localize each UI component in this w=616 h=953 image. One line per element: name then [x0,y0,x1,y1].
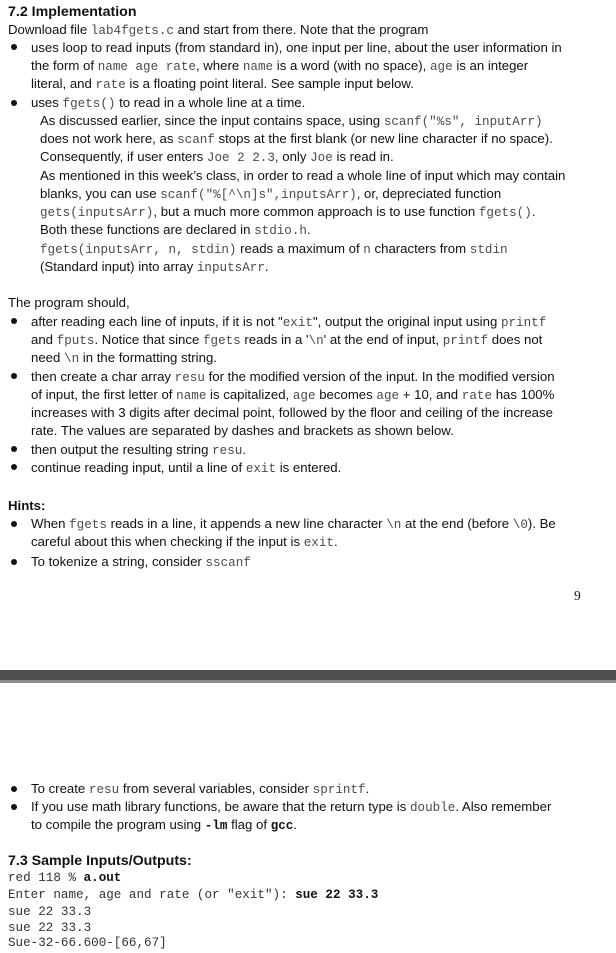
text-run: . [264,259,269,274]
bullet-line [31,349,217,368]
inline-code: stdin [469,243,508,257]
inline-code: n [363,243,371,257]
bullet-line [31,331,542,350]
inline-code: gets(inputsArr) [40,206,154,220]
inline-code: resu [88,783,120,797]
text-run: , but a much more common approach is to use function [153,204,479,219]
inline-code: double [409,801,456,815]
bullet-line [31,57,528,76]
text-run: at the end (before [401,516,513,531]
text-run: , where [195,58,243,73]
bullet-marker [11,804,17,810]
inline-code-bold: gcc [270,819,294,833]
inline-code: fgets() [478,206,532,220]
typed-input: sue 22 33.3 [295,888,379,902]
text-run: . [333,534,338,549]
indented-line [40,258,269,277]
text-run: after reading each line of inputs, if it is not " [31,314,283,329]
text-run: need [31,350,65,365]
text-run: reads a maximum of [236,241,364,256]
text-run: When [31,516,70,531]
text-run: blanks, you can use [40,186,161,201]
sample-heading: 7.3 Sample Inputs/Outputs: [8,853,192,869]
text-run: . [531,204,536,219]
inline-code: fgets [69,518,107,532]
inline-code: exit [282,316,313,330]
text-run: (Standard input) into array [40,259,197,274]
text-run: rate. The values are separated by dashes and brackets as shown below. [31,423,454,438]
text-run: the form of [31,58,98,73]
text-run: , only [274,149,311,164]
terminal-text: sue 22 33.3 [8,921,92,935]
inline-code: fgets(inputsArr, n, stdin) [40,243,237,257]
text-run: + 10, and [399,387,462,402]
text-run: . [306,222,311,237]
inline-code: age [292,389,316,403]
terminal-text: red 118 % [8,871,84,885]
bullet-line [31,459,341,478]
inline-code: fgets [202,334,241,348]
bullet-marker [11,44,17,50]
text-run: then output the resulting string [31,442,213,457]
text-run: To tokenize a string, consider [31,554,206,569]
bullet-line [31,313,546,332]
inline-code: sscanf [205,556,251,570]
inline-code: sprintf [312,783,366,797]
inline-code: age [429,60,453,74]
inline-code: Joe [310,151,333,165]
text-run: from several variables, consider [119,781,313,796]
text-run: of input, the first letter of [31,387,177,402]
sample-code-line [8,934,167,952]
inline-code: lab4fgets.c [90,24,174,38]
inline-code: stdio.h [254,224,307,238]
text-run: reads in a line, it appends a new line character [106,516,387,531]
text-run: Both these functions are declared in [40,222,255,237]
hint-line [31,515,556,534]
text-run: If you use math library functions, be aware that the return type is [31,799,410,814]
text-run: to compile the program using [31,817,205,832]
terminal-text: Sue-32-66.600-[66,67] [8,936,167,950]
inline-code: fgets() [62,97,116,111]
text-run: does not [488,332,543,347]
bullet-line [31,816,297,835]
intro-paragraph [8,21,428,40]
text-run: careful about this when checking if the input is [31,534,304,549]
inline-code: rate [461,389,493,403]
text-run: and start from there. Note that the program [173,22,429,37]
text-run: . Notice that since [94,332,203,347]
bullet-line [31,422,454,440]
inline-code: exit [303,536,334,550]
text-run: then create a char array [31,369,175,384]
indented-line [40,203,535,222]
text-run: . Also remember [455,799,552,814]
inline-code: inputsArr [196,261,265,275]
inline-code: resu [174,371,205,385]
inline-code: name age rate [97,60,196,74]
text-run: flag of [227,817,271,832]
text-run: for the modified version of the input. In the modified version [204,369,555,384]
indented-line [40,148,394,167]
section-heading: 7.2 Implementation [8,4,137,20]
indented-line [40,112,543,131]
inline-code: rate [95,78,126,92]
page-number: 9 [574,588,581,603]
inline-code: \0 [512,518,528,532]
text-run: becomes [315,387,377,402]
inline-code: \n [386,518,402,532]
text-run: is read in. [332,149,394,164]
sample-code-line [8,869,121,887]
text-run: To create [31,781,89,796]
text-run: . [293,817,298,832]
text-run: stops at the first blank (or new line character if no space). [214,131,553,146]
text-run: is a floating point literal. See sample input below. [125,76,414,91]
inline-code-bold: -lm [204,819,228,833]
hints-heading: Hints: [8,498,46,513]
indented-line [40,221,311,240]
text-run: literal, and [31,76,96,91]
inline-code: resu [212,444,243,458]
bullet-marker [11,318,17,324]
bullet-line [31,441,246,460]
text-run: in the formatting string. [79,350,217,365]
bullet-line [31,386,554,405]
bullet-line [31,39,562,57]
text-run: is an integer [452,58,529,73]
text-run: uses [31,95,63,110]
sample-code-line [8,886,378,904]
bullet-marker [11,521,17,527]
inline-code: scanf [177,133,215,147]
text-run: ", output the original input using [312,314,501,329]
bullet-marker [11,100,17,106]
text-run: As mentioned in this week’s class, in order to read a whole line of input which may contain [40,168,566,183]
hint-line [31,533,338,552]
text-run: does not work here, as [40,131,178,146]
hint-line [31,553,251,572]
text-run: . [365,781,370,796]
text-run: uses loop to read inputs (from standard in), one input per line, about the user information in [31,40,562,55]
text-run: characters from [370,241,470,256]
text-run: has 100% [492,387,555,402]
inline-code: fputs [56,334,95,348]
bullet-line [31,404,553,422]
text-run: Consequently, if user enters [40,149,207,164]
text-run: and [31,332,57,347]
typed-input: a.out [83,871,122,885]
indented-line [40,167,565,185]
inline-code: Joe 2 2.3 [206,151,275,165]
text-run: As discussed earlier, since the input contains space, using [40,113,384,128]
text-run: Download file [8,22,91,37]
inline-code: \n [308,334,324,348]
inline-code: exit [245,462,277,476]
bullet-line [31,798,551,817]
inline-code: \n [64,352,80,366]
bullet-marker [11,559,17,565]
inline-code: scanf("%s", inputArr) [383,115,543,129]
text-run: is capitalized, [206,387,293,402]
document-page-2 [0,683,616,953]
bullet-line [31,368,555,387]
text-run: increases with 3 digits after decimal point, followed by the floor and ceiling of the increase [31,405,553,420]
text-run: ). Be [527,516,556,531]
bullet-marker [11,446,17,452]
bullet-line [31,75,414,94]
inline-code: name [242,60,274,74]
indented-line [40,185,501,204]
program-should-text: The program should, [8,295,130,310]
text-run: . [242,442,246,457]
inline-code: printf [442,334,489,348]
terminal-text: sue 22 33.3 [8,905,92,919]
bullet-marker [11,786,17,792]
inline-code: scanf("%[^\n]s",inputsArr) [160,188,357,202]
text-run: ' at the end of input, [323,332,443,347]
text-run: is entered. [276,460,342,475]
text-run: reads in a ' [240,332,309,347]
inline-code: printf [500,316,547,330]
text-run: continue reading input, until a line of [31,460,246,475]
indented-line [40,130,553,149]
text-run: , or, depreciated function [356,186,502,201]
terminal-text: Enter name, age and rate (or "exit"): [8,888,296,902]
bullet-line [31,94,305,113]
text-run: is a word (with no space), [273,58,430,73]
bullet-line [31,780,369,799]
bullet-marker [11,464,17,470]
inline-code: name [176,389,207,403]
bullet-marker [11,373,17,379]
inline-code: age [376,389,400,403]
indented-line [40,240,508,259]
text-run: to read in a whole line at a time. [115,95,306,110]
